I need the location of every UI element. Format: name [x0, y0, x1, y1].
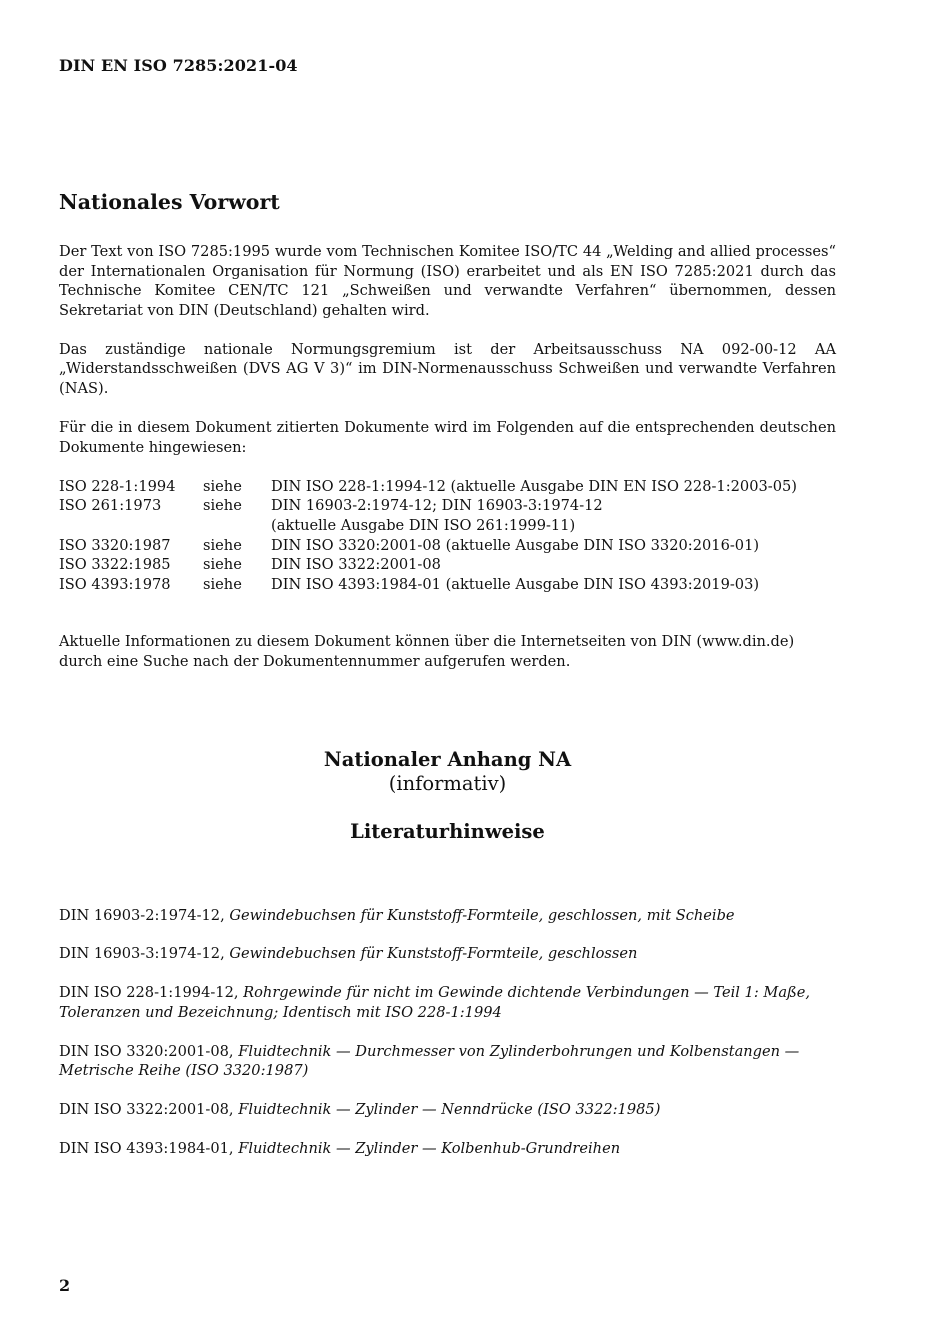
bib-reference: DIN 16903-2:1974-12,: [59, 906, 225, 924]
bib-reference: DIN ISO 3320:2001-08,: [59, 1042, 234, 1060]
document-header: DIN EN ISO 7285:2021-04: [59, 56, 298, 75]
page-content: [59, 188, 836, 1178]
see-label: [203, 516, 271, 536]
bib-title: Gewindebuchsen für Kunststoff-Formteile, geschlossen: [229, 945, 638, 963]
paragraph-1: Der Text von ISO 7285:1995 wurde vom Technischen Komitee ISO/TC 44 „Welding and allied processes“ der Internationalen Organisation für Normung (ISO) erarbeitet und als EN ISO 7285:2021 durch das Technische Komitee CEN/TC 121 „Schweißen und verwandte Verfahren“ übernommen, dessen Sekretariat von DIN (Deutschland) gehalten wird.: [59, 243, 836, 319]
bib-title: Fluidtechnik — Zylinder — Kolbenhub-Grundreihen: [238, 1140, 621, 1158]
annex-subtitle: (informativ): [388, 771, 507, 795]
reference-table: [59, 477, 797, 595]
iso-reference: ISO 261:1973: [59, 497, 162, 515]
see-label: siehe: [203, 497, 242, 515]
bib-title: Rohrgewinde für nicht im Gewinde dichtende Verbindungen — Teil 1: Maße, Toleranzen und Bezeichnung; Identisch mit ISO 228-1:1994: [59, 984, 811, 1021]
din-reference: DIN 16903-2:1974-12; DIN 16903-3:1974-12: [271, 497, 603, 515]
table-row: [59, 496, 797, 516]
literature-title: Literaturhinweise: [350, 819, 545, 843]
see-label: siehe: [203, 477, 242, 495]
table-row: [59, 536, 797, 556]
bibliography-list: [59, 906, 836, 1159]
bib-reference: DIN 16903-3:1974-12,: [59, 945, 225, 963]
bib-title: Fluidtechnik — Durchmesser von Zylinderbohrungen und Kolbenstangen — Metrische Reihe (ISO 3320:1987): [59, 1042, 800, 1080]
list-item: [59, 1042, 836, 1081]
din-reference: DIN ISO 4393:1984-01 (aktuelle Ausgabe DIN ISO 4393:2019-03): [271, 575, 760, 593]
iso-reference: [59, 516, 203, 536]
table-row: [59, 516, 797, 536]
bib-reference: DIN ISO 4393:1984-01,: [59, 1140, 234, 1158]
iso-reference: ISO 228-1:1994: [59, 477, 176, 495]
info-paragraph: Aktuelle Informationen zu diesem Dokument können über die Internetseiten von DIN (www.din.de) durch eine Suche nach der Dokumentennummer aufgerufen werden.: [59, 633, 795, 670]
din-reference: DIN ISO 3322:2001-08: [271, 556, 441, 574]
list-item: [59, 906, 836, 926]
iso-reference: ISO 3320:1987: [59, 536, 171, 554]
din-reference: DIN ISO 228-1:1994-12 (aktuelle Ausgabe DIN EN ISO 228-1:2003-05): [271, 477, 797, 495]
table-row: [59, 575, 797, 595]
see-label: siehe: [203, 575, 242, 593]
annex-heading: [59, 748, 836, 844]
iso-reference: ISO 3322:1985: [59, 556, 171, 574]
din-reference: (aktuelle Ausgabe DIN ISO 261:1999-11): [271, 517, 576, 535]
paragraph-3: Für die in diesem Dokument zitierten Dokumente wird im Folgenden auf die entsprechenden deutschen Dokumente hingewiesen:: [59, 419, 836, 456]
bib-reference: DIN ISO 228-1:1994-12,: [59, 984, 239, 1002]
iso-reference: ISO 4393:1978: [59, 575, 171, 593]
bib-reference: DIN ISO 3322:2001-08,: [59, 1101, 234, 1119]
annex-title: Nationaler Anhang NA: [323, 747, 572, 771]
see-label: siehe: [203, 556, 242, 574]
paragraph-2: Das zuständige nationale Normungsgremium ist der Arbeitsausschuss NA 092-00-12 AA „Widerstandsschweißen (DVS AG V 3)“ im DIN-Normenausschuss Schweißen und verwandte Verfahren (NAS).: [59, 340, 836, 398]
table-row: [59, 555, 797, 575]
list-item: [59, 1100, 836, 1120]
section-title: Nationales Vorwort: [59, 190, 280, 214]
list-item: [59, 944, 836, 964]
list-item: [59, 1139, 836, 1159]
table-row: [59, 477, 797, 497]
din-reference: DIN ISO 3320:2001-08 (aktuelle Ausgabe DIN ISO 3320:2016-01): [271, 536, 760, 554]
see-label: siehe: [203, 536, 242, 554]
bib-title: Fluidtechnik — Zylinder — Nenndrücke (ISO 3322:1985): [238, 1101, 661, 1119]
list-item: [59, 983, 836, 1022]
page-number: 2: [59, 1276, 71, 1295]
bib-title: Gewindebuchsen für Kunststoff-Formteile, geschlossen, mit Scheibe: [229, 906, 735, 924]
